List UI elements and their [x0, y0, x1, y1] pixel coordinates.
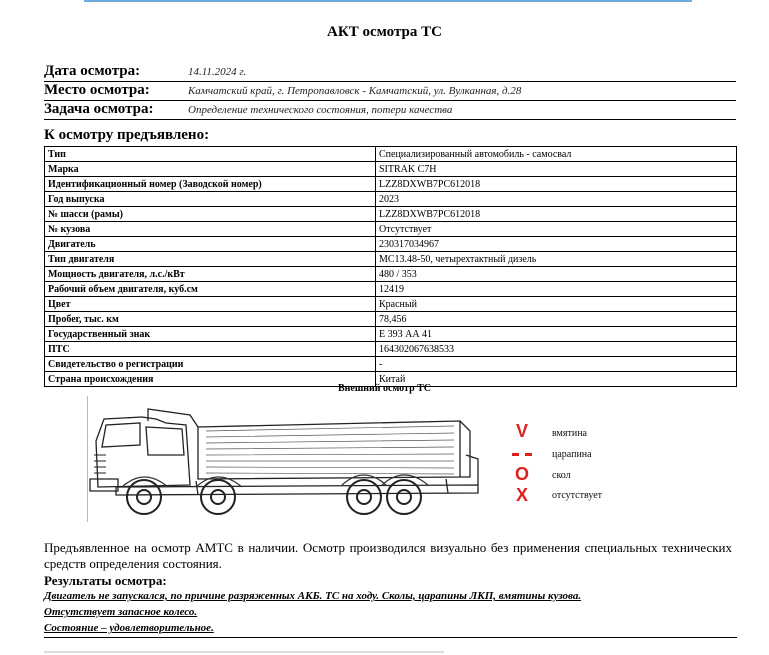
table-row — [45, 207, 737, 222]
presented-heading: К осмотру предъявлено: — [44, 127, 210, 143]
vehicle-spec-table — [44, 146, 737, 387]
spec-value: - — [376, 357, 737, 372]
legend-dent-label: вмятина — [552, 428, 587, 439]
spec-label: Государственный знак — [45, 327, 376, 342]
table-row — [45, 162, 737, 177]
spec-value: LZZ8DXWB7PC612018 — [376, 177, 737, 192]
spec-label: Год выпуска — [45, 192, 376, 207]
inspection-task-value: Определение технического состояния, потери качества — [188, 104, 453, 116]
spec-value: Китай — [376, 372, 737, 387]
results-line: Двигатель не запускался, по причине разряженных АКБ. ТС на ходу. Сколы, царапины ЛКП, вмятины кузова. — [44, 590, 582, 602]
spec-label: Рабочий объем двигателя, куб.см — [45, 282, 376, 297]
spec-value: 12419 — [376, 282, 737, 297]
legend-scratch-label: царапина — [552, 449, 592, 460]
legend-dent — [510, 421, 670, 444]
legend-chip — [510, 466, 670, 486]
spec-label: Свидетельство о регистрации — [45, 357, 376, 372]
spec-value: Красный — [376, 297, 737, 312]
inspection-task-label: Задача осмотра: — [44, 101, 154, 117]
spec-value: Специализированный автомобиль - самосвал — [376, 147, 737, 162]
dump-truck-diagram — [86, 395, 486, 523]
spec-value: LZZ8DXWB7PC612018 — [376, 207, 737, 222]
table-row — [45, 237, 737, 252]
inspection-place-label: Место осмотра: — [44, 82, 150, 98]
spec-label: Страна происхождения — [45, 372, 376, 387]
spec-label: Мощность двигателя, л.с./кВт — [45, 267, 376, 282]
spec-value: SITRAK C7H — [376, 162, 737, 177]
cut-off-text-line — [44, 651, 444, 653]
inspection-place-row — [44, 82, 736, 101]
scratch-icon — [512, 453, 532, 456]
table-row — [45, 312, 737, 327]
spec-label: Тип — [45, 147, 376, 162]
spec-label: Двигатель — [45, 237, 376, 252]
table-row — [45, 147, 737, 162]
spec-value: Е 393 АА 41 — [376, 327, 737, 342]
legend-missing-label: отсутствует — [552, 490, 603, 501]
page-title: АКТ осмотра ТС — [327, 24, 442, 40]
inspection-place-value: Камчатский край, г. Петропавловск - Камчатский, ул. Вулканная, д.28 — [188, 85, 522, 97]
results-heading: Результаты осмотра: — [44, 573, 167, 588]
results-line: Отсутствует запасное колесо. — [44, 606, 198, 618]
inspection-date-row — [44, 63, 736, 82]
table-row — [45, 282, 737, 297]
spec-label: Тип двигателя — [45, 252, 376, 267]
table-row — [45, 267, 737, 282]
missing-icon: X — [515, 485, 528, 505]
table-row — [45, 222, 737, 237]
table-row — [45, 342, 737, 357]
spec-label: № шасси (рамы) — [45, 207, 376, 222]
spec-value: 230317034967 — [376, 237, 737, 252]
inspection-task-row — [44, 101, 736, 120]
dent-icon: V — [515, 421, 528, 441]
spec-value: 480 / 353 — [376, 267, 737, 282]
spec-value: 2023 — [376, 192, 737, 207]
spec-label: Идентификационный номер (Заводской номер) — [45, 177, 376, 192]
spec-label: Цвет — [45, 297, 376, 312]
inspection-date-label: Дата осмотра: — [44, 63, 141, 79]
table-row — [45, 192, 737, 207]
table-row — [45, 252, 737, 267]
inspection-date-value: 14.11.2024 г. — [188, 66, 247, 78]
results-line: Состояние – удовлетворительное. — [44, 622, 214, 634]
spec-label: Пробег, тыс. км — [45, 312, 376, 327]
table-row — [45, 327, 737, 342]
spec-label: № кузова — [45, 222, 376, 237]
top-rule — [84, 0, 692, 2]
chip-icon: O — [514, 464, 529, 484]
spec-value: MC13.48-50, четырехтактный дизель — [376, 252, 737, 267]
table-row — [45, 297, 737, 312]
legend-chip-label: скол — [552, 470, 571, 481]
bottom-rule — [44, 637, 737, 638]
external-inspection-heading: Внешний осмотр ТС — [337, 383, 432, 394]
spec-label: Марка — [45, 162, 376, 177]
spec-value: 78,456 — [376, 312, 737, 327]
legend-scratch — [510, 445, 670, 465]
table-row — [45, 177, 737, 192]
legend-missing — [510, 486, 670, 506]
spec-label: ПТС — [45, 342, 376, 357]
inspection-paragraph: Предъявленное на осмотр АМТС в наличии. Осмотр производился визуально без применения специальных технических средств определения состояния. — [44, 540, 732, 571]
spec-value: 164302067638533 — [376, 342, 737, 357]
spec-value: Отсутствует — [376, 222, 737, 237]
table-row — [45, 357, 737, 372]
